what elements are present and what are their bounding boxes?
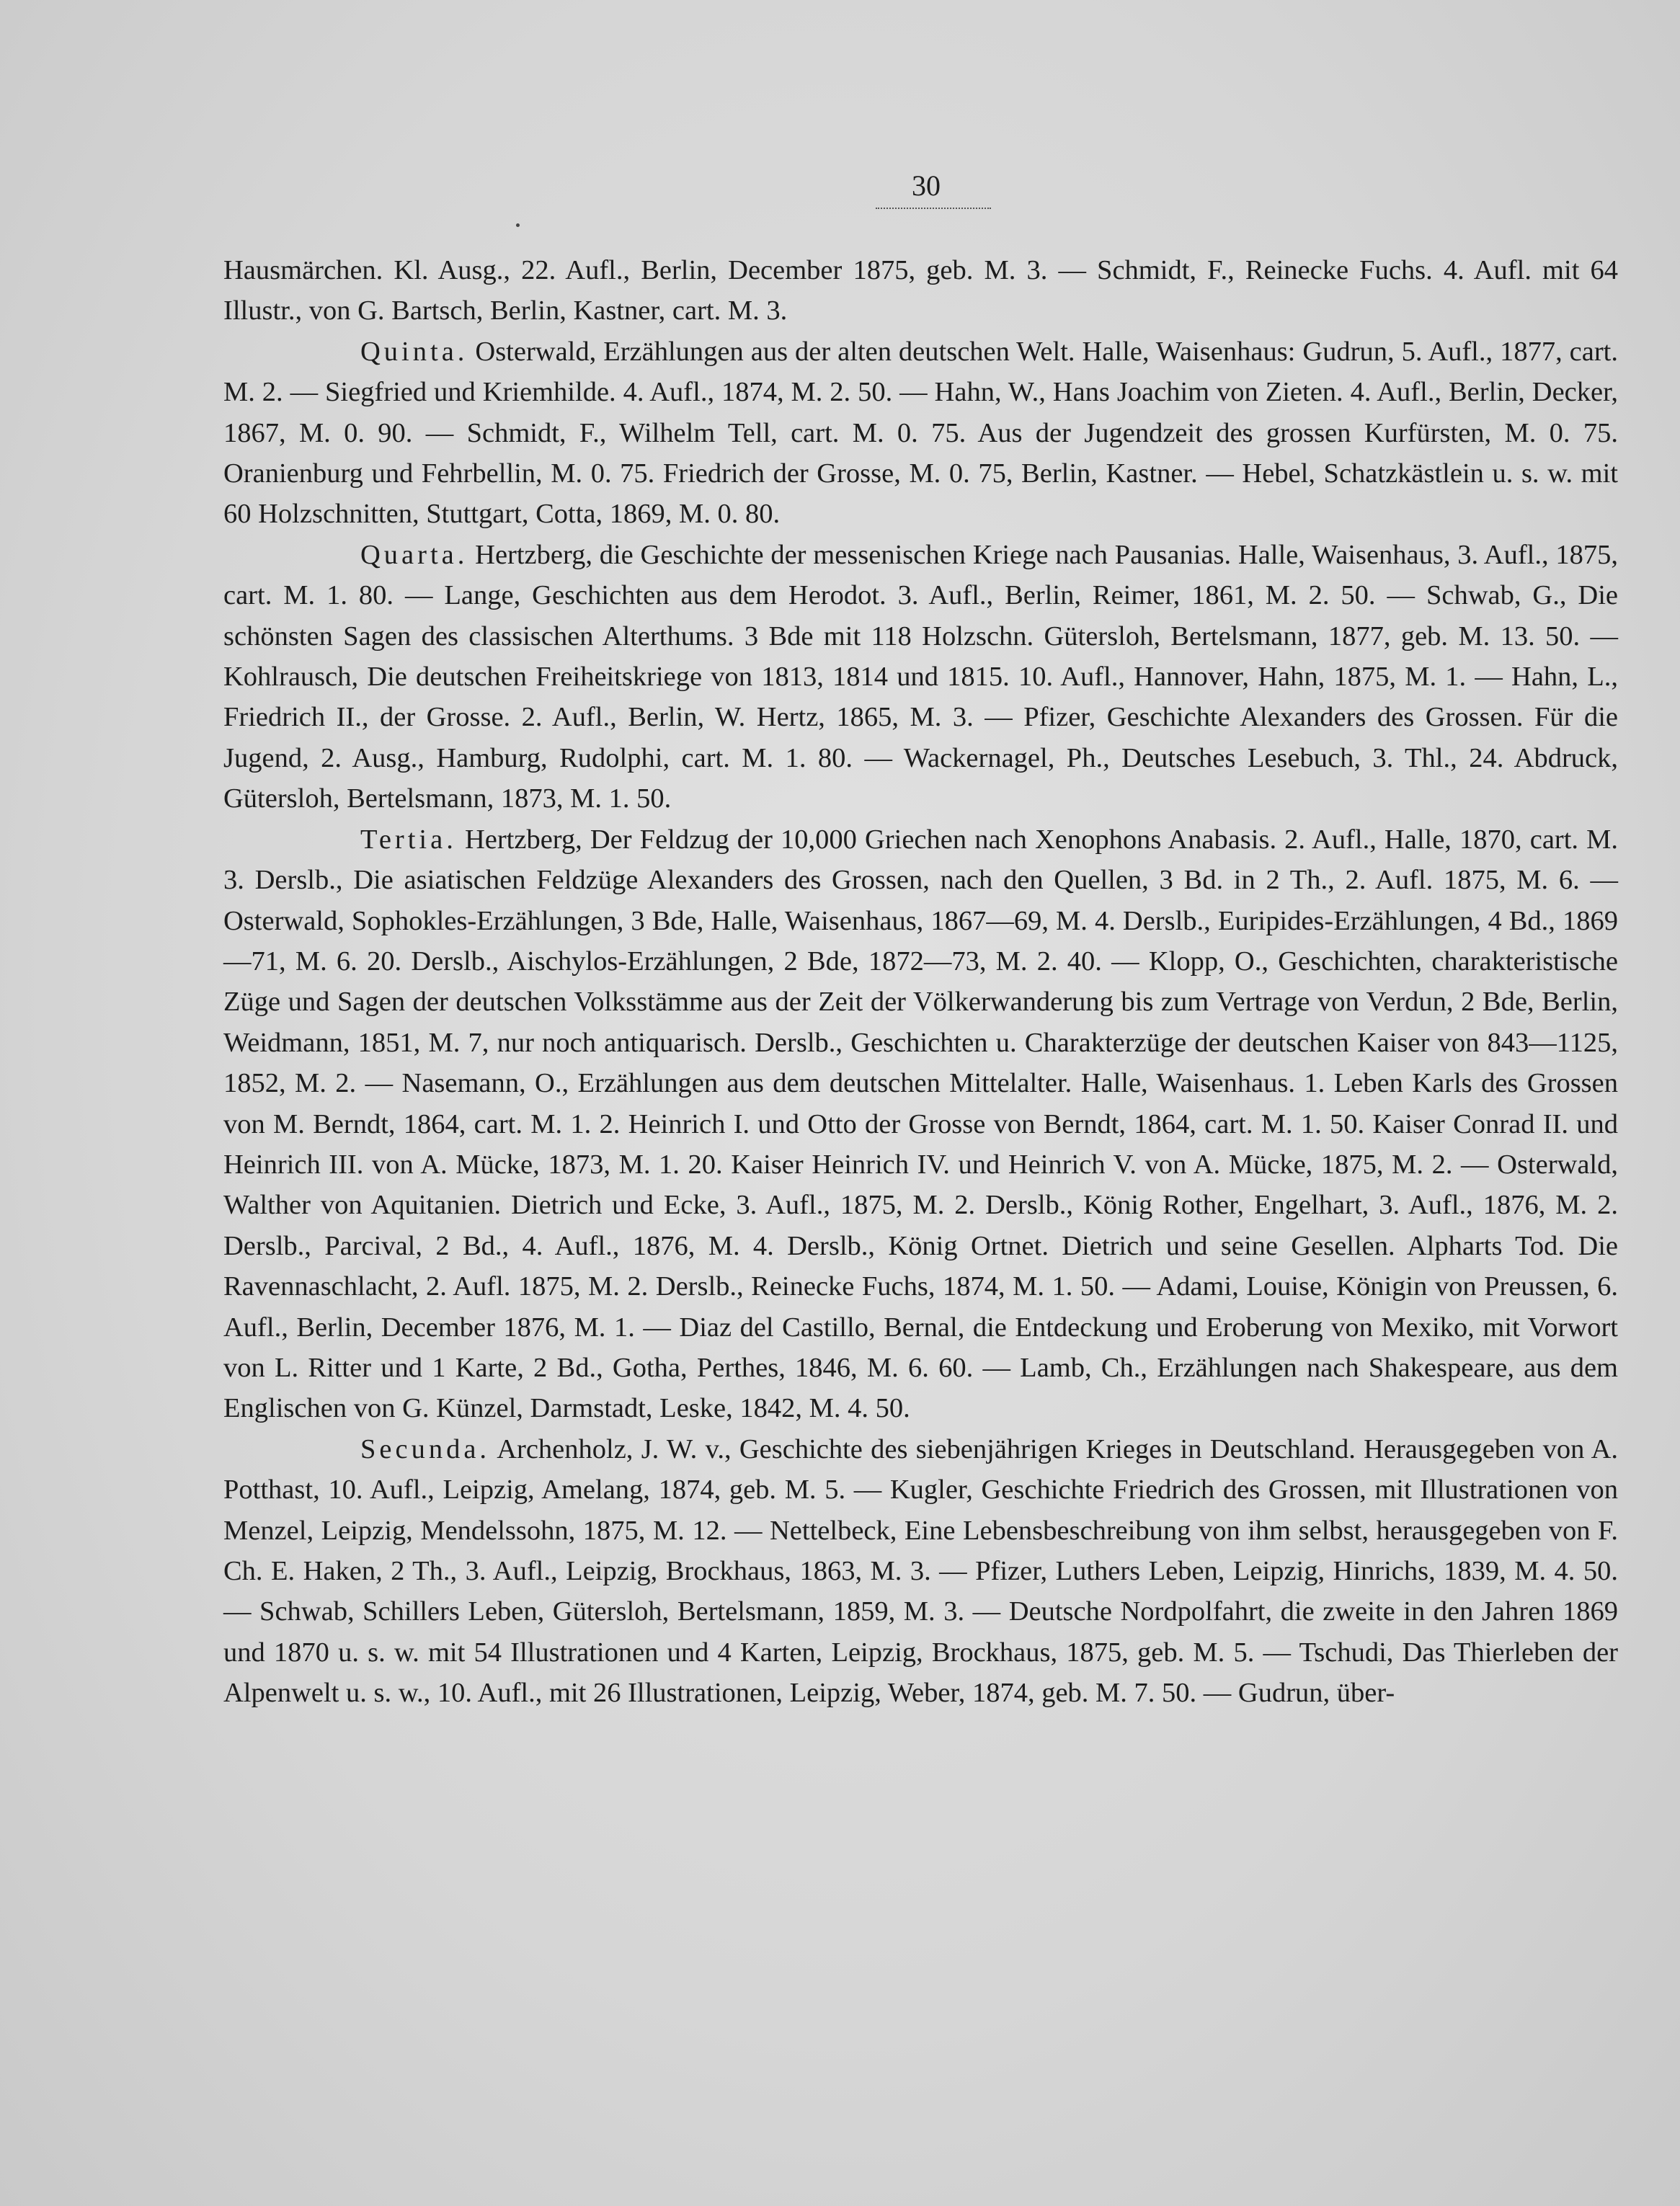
paragraph-text: Hausmärchen. Kl. Ausg., 22. Aufl., Berlin, December 1875, geb. M. 3. — Schmidt, F., Reinecke Fuchs. 4. Aufl. mit 64 Illustr., von G. Bartsch, Berlin, Kastner, cart. M. 3.	[223, 255, 1618, 326]
section-heading-tertia: Tertia.	[360, 824, 457, 855]
section-heading-quinta: Quinta.	[360, 336, 468, 367]
section-heading-quarta: Quarta.	[360, 539, 468, 570]
paragraph-continuation	[223, 250, 1618, 332]
paragraph-text: Archenholz, J. W. v., Geschichte des siebenjährigen Krieges in Deutschland. Herausgegeben von A. Potthast, 10. Aufl., Leipzig, Amelang, 1874, geb. M. 5. — Kugler, Geschichte Friedrich des Grossen, mit Illustrationen von Menzel, Leipzig, Mendelssohn, 1875, M. 12. — Nettelbeck, Eine Lebensbeschreibung von ihm selbst, herausgegeben von F. Ch. E. Haken, 2 Th., 3. Aufl., Leipzig, Brockhaus, 1863, M. 3. — Pfizer, Luthers Leben, Leipzig, Hinrichs, 1839, M. 4. 50. — Schwab, Schillers Leben, Gütersloh, Bertelsmann, 1859, M. 3. — Deutsche Nordpolfahrt, die zweite in den Jahren 1869 und 1870 u. s. w. mit 54 Illustrationen und 4 Karten, Leipzig, Brockhaus, 1875, geb. M. 5. — Tschudi, Das Thierleben der Alpenwelt u. s. w., 10. Aufl., mit 26 Illustrationen, Leipzig, Weber, 1874, geb. M. 7. 50. — Gudrun, über-	[223, 1433, 1618, 1709]
paragraph-text: Osterwald, Erzählungen aus der alten deutschen Welt. Halle, Waisenhaus: Gudrun, 5. Aufl., 1877, cart. M. 2. — Siegfried und Kriemhilde. 4. Aufl., 1874, M. 2. 50. — Hahn, W., Hans Joachim von Zieten. 4. Aufl., Berlin, Decker, 1867, M. 0. 90. — Schmidt, F., Wilhelm Tell, cart. M. 0. 75. Aus der Jugendzeit des grossen Kurfürsten, M. 0. 75. Oranienburg und Fehrbellin, M. 0. 75. Friedrich der Grosse, M. 0. 75, Berlin, Kastner. — Hebel, Schatzkästlein u. s. w. mit 60 Holzschnitten, Stuttgart, Cotta, 1869, M. 0. 80.	[223, 336, 1618, 530]
paragraph-quarta	[223, 535, 1618, 819]
paragraph-quinta	[223, 332, 1618, 535]
paragraph-text: Hertzberg, Der Feldzug der 10,000 Griechen nach Xenophons Anabasis. 2. Aufl., Halle, 1870, cart. M. 3. Derslb., Die asiatischen Feldzüge Alexanders des Grossen, nach den Quellen, 3 Bd. in 2 Th., 2. Aufl. 1875, M. 6. — Osterwald, Sophokles-Erzählungen, 3 Bde, Halle, Waisenhaus, 1867—69, M. 4. Derslb., Euripides-Erzählungen, 4 Bd., 1869—71, M. 6. 20. Derslb., Aischylos-Erzählungen, 2 Bde, 1872—73, M. 2. 40. — Klopp, O., Geschichten, charakteristische Züge und Sagen der deutschen Volksstämme aus der Zeit der Völkerwanderung bis zum Vertrage von Verdun, 2 Bde, Berlin, Weidmann, 1851, M. 7, nur noch antiquarisch. Derslb., Geschichten u. Charakterzüge der deutschen Kaiser von 843—1125, 1852, M. 2. — Nasemann, O., Erzählungen aus dem deutschen Mittelalter. Halle, Waisenhaus. 1. Leben Karls des Grossen von M. Berndt, 1864, cart. M. 1. 2. Heinrich I. und Otto der Grosse von Berndt, 1864, cart. M. 1. 50. Kaiser Conrad II. und Heinrich III. von A. Mücke, 1873, M. 1. 20. Kaiser Heinrich IV. und Heinrich V. von A. Mücke, 1875, M. 2. — Osterwald, Walther von Aquitanien. Dietrich und Ecke, 3. Aufl., 1875, M. 2. Derslb., König Rother, Engelhart, 3. Aufl., 1876, M. 2. Derslb., Parcival, 2 Bd., 4. Aufl., 1876, M. 4. Derslb., König Ortnet. Dietrich und seine Gesellen. Alpharts Tod. Die Ravennaschlacht, 2. Aufl. 1875, M. 2. Derslb., Reinecke Fuchs, 1874, M. 1. 50. — Adami, Louise, Königin von Preussen, 6. Aufl., Berlin, December 1876, M. 1. — Diaz del Castillo, Bernal, die Entdeckung und Eroberung von Mexiko, mit Vorwort von L. Ritter und 1 Karte, 2 Bd., Gotha, Perthes, 1846, M. 6. 60. — Lamb, Ch., Erzählungen nach Shakespeare, aus dem Englischen von G. Künzel, Darmstadt, Leske, 1842, M. 4. 50.	[223, 824, 1618, 1424]
page-number-underline	[876, 208, 991, 209]
print-speck	[516, 223, 520, 227]
page-number: 30	[912, 169, 941, 202]
section-heading-secunda: Secunda.	[360, 1433, 491, 1464]
body-text	[223, 250, 1618, 1714]
paragraph-tertia	[223, 819, 1618, 1429]
paragraph-secunda	[223, 1429, 1618, 1714]
paragraph-text: Hertzberg, die Geschichte der messenischen Kriege nach Pausanias. Halle, Waisenhaus, 3. Aufl., 1875, cart. M. 1. 80. — Lange, Geschichten aus dem Herodot. 3. Aufl., Berlin, Reimer, 1861, M. 2. 50. — Schwab, G., Die schönsten Sagen des classischen Alterthums. 3 Bde mit 118 Holzschn. Gütersloh, Bertelsmann, 1877, geb. M. 13. 50. — Kohlrausch, Die deutschen Freiheitskriege von 1813, 1814 und 1815. 10. Aufl., Hannover, Hahn, 1875, M. 1. — Hahn, L., Friedrich II., der Grosse. 2. Aufl., Berlin, W. Hertz, 1865, M. 3. — Pfizer, Geschichte Alexanders des Grossen. Für die Jugend, 2. Ausg., Hamburg, Rudolphi, cart. M. 1. 80. — Wackernagel, Ph., Deutsches Lesebuch, 3. Thl., 24. Abdruck, Gütersloh, Bertelsmann, 1873, M. 1. 50.	[223, 539, 1618, 814]
